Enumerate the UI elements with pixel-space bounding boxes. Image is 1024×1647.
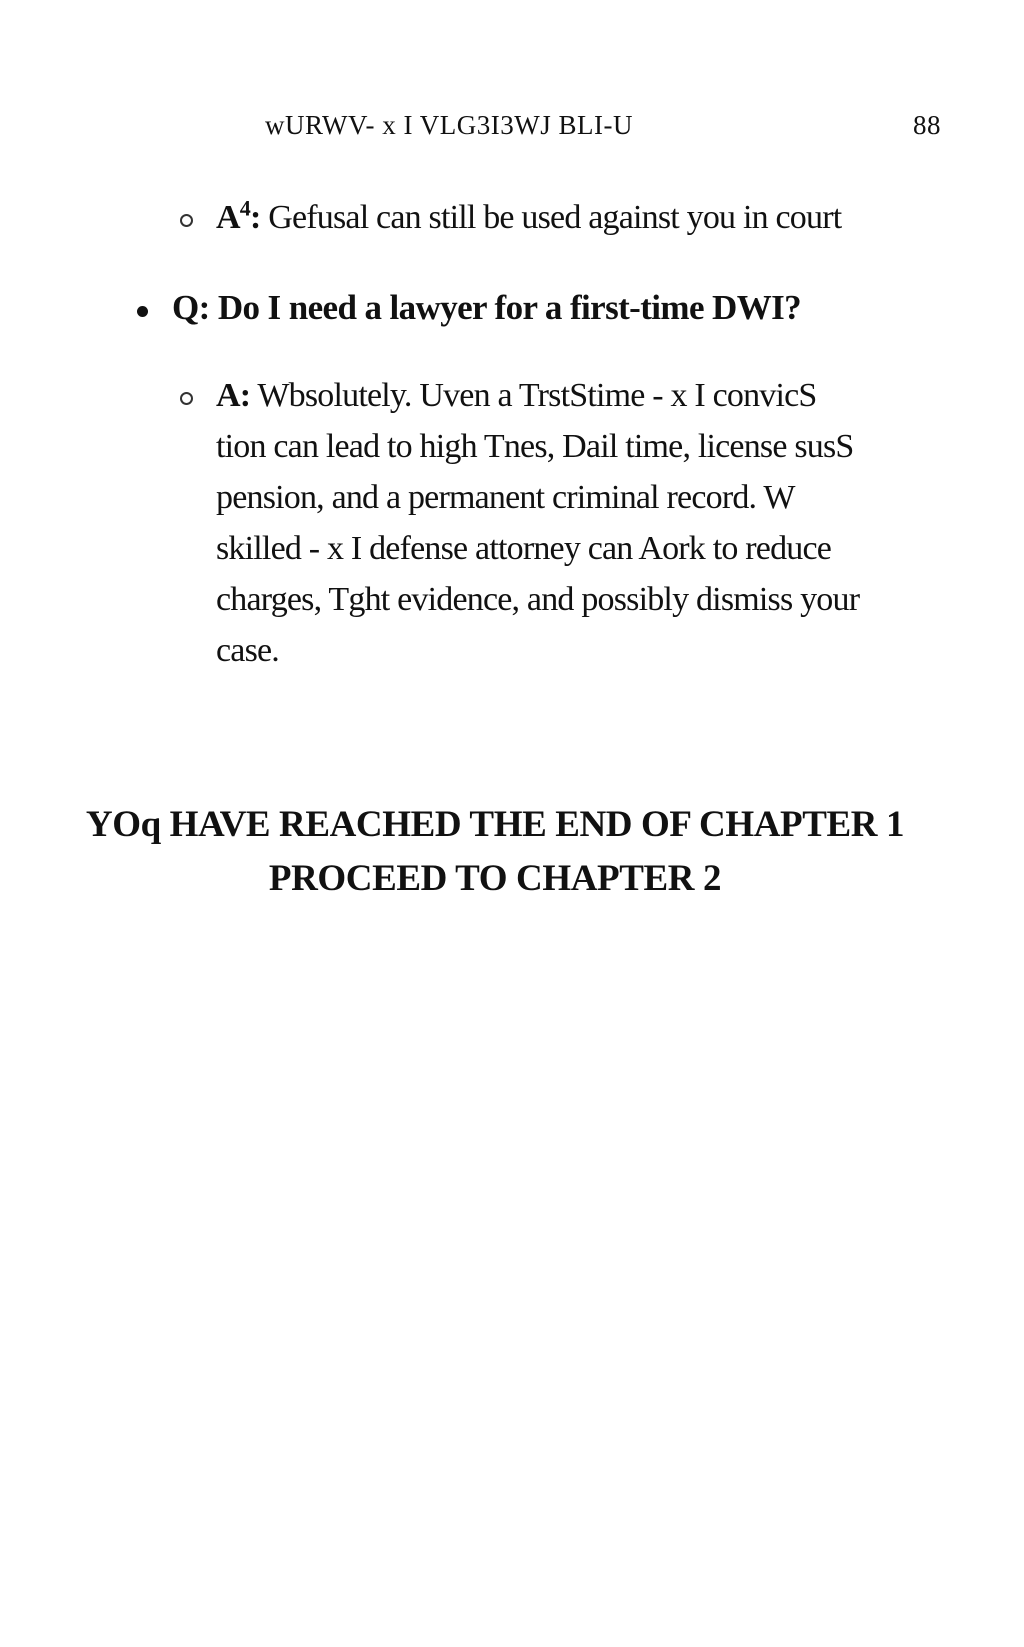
answer-item <box>216 370 946 676</box>
circle-bullet-icon <box>180 214 193 227</box>
page-number: 88 <box>913 110 941 140</box>
answer-label: A: <box>216 377 251 414</box>
chapter-end-line: YOq HAVE REACHED THE END OF CHAPTER 1 <box>85 804 905 845</box>
running-header <box>265 110 941 141</box>
answer-text: Gefusal can still be used against you in court <box>260 199 842 236</box>
answer-line: pension, and a permanent criminal record. W <box>216 479 795 516</box>
answer-line: A: Wbsolutely. Uven a TrstStime - x I convicS <box>216 377 817 414</box>
question-item <box>172 283 952 333</box>
chapter-end-notice <box>40 798 950 906</box>
previous-answer <box>216 192 946 243</box>
next-chapter-line: PROCEED TO CHAPTER 2 <box>268 858 722 899</box>
answer-line: charges, Tght evidence, and possibly dismiss your <box>216 581 860 618</box>
question-text: Q: Do I need a lawyer for a first-time DWI? <box>172 288 802 327</box>
running-title: wURWV- x I VLG3I3WJ BLI-U <box>265 110 633 140</box>
answer-line: skilled - x I defense attorney can Aork to reduce <box>216 530 832 567</box>
disc-bullet-icon <box>137 306 148 317</box>
answer-label: $A^4$: <box>216 195 261 236</box>
circle-bullet-icon <box>180 392 193 405</box>
answer-line: case. <box>216 632 280 669</box>
answer-line: tion can lead to high Tnes, Dail time, license susS <box>216 428 854 465</box>
